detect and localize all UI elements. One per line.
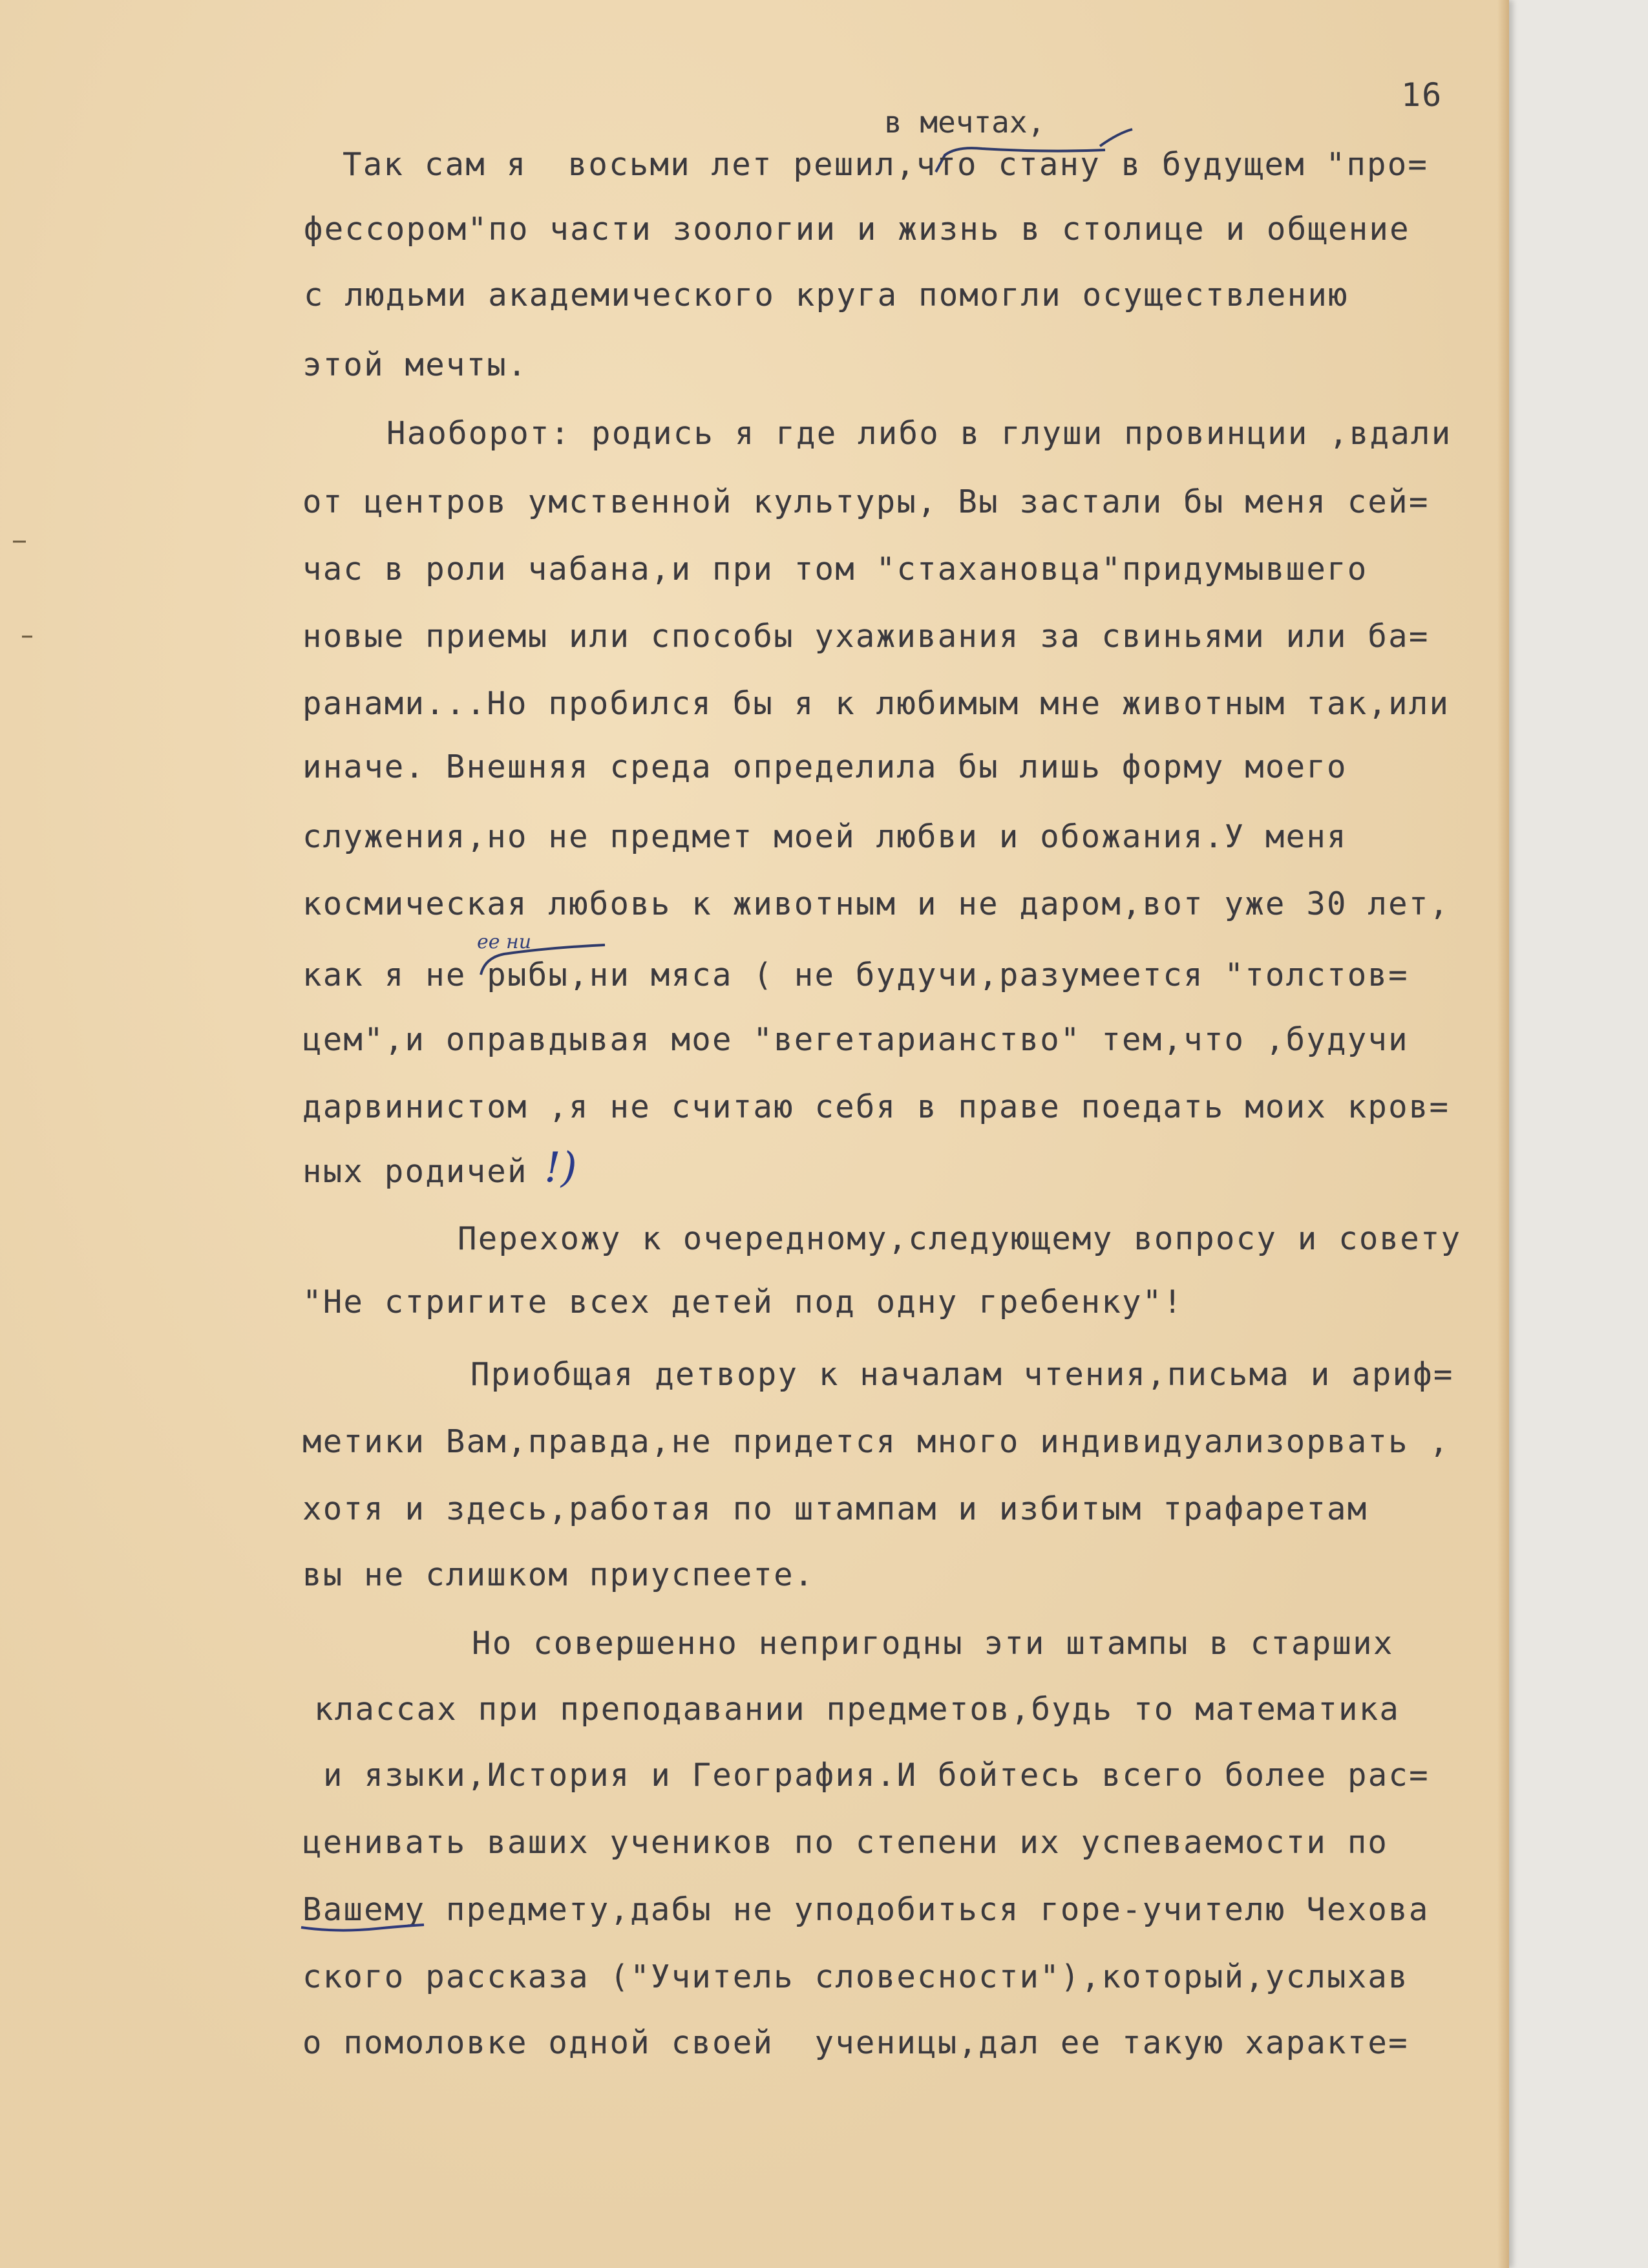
text-line-3: с людьми академического круга помогли осуществлению — [304, 277, 1349, 313]
text-line-22: вы не слишком приуспеете. — [302, 1556, 815, 1593]
text-line-18: "Не стригите всех детей под одну гребенку"! — [302, 1284, 1184, 1320]
handwritten-insertion-v-mechtakh: в мечтах, — [884, 105, 1046, 140]
handwritten-mark: !) — [544, 1144, 577, 1192]
text-line-7: час в роли чабана,и при том "стахановца"придумывшего — [302, 551, 1368, 588]
text-line-4: этой мечты. — [302, 346, 528, 383]
text-line-24: классах при преподавании предметов,будь то математика — [314, 1691, 1400, 1728]
text-line-10: иначе. Внешняя среда определила бы лишь форму моего — [302, 748, 1347, 785]
text-line-6: от центров умственной культуры, Вы застали бы меня сей= — [302, 483, 1430, 520]
text-line-1: Так сам я восьми лет решил,что стану в будущем "про= — [343, 146, 1429, 183]
text-line-20: метики Вам,правда,не придется много индивидуализорвать , — [302, 1423, 1450, 1460]
text-line-17: Перехожу к очередному,следующему вопросу и совету — [458, 1220, 1462, 1257]
text-line-13: как я не рыбы,ни мяса ( не будучи,разумеется "толстов= — [302, 957, 1409, 993]
handwritten-insertion-ee-ni: ее ни — [477, 931, 532, 953]
text-line-11: служения,но не предмет моей любви и обожания.У меня — [302, 818, 1347, 855]
text-line-15: дарвинистом ,я не считаю себя в праве поедать моих кров= — [302, 1088, 1450, 1125]
text-line-12: космическая любовь к животным и не даром,вот уже 30 лет, — [302, 885, 1450, 922]
text-line-9: ранами...Но пробился бы я к любимым мне животным так,или — [302, 685, 1450, 722]
text-line-16: ных родичей — [302, 1153, 528, 1190]
text-line-19: Приобщая детвору к началам чтения,письма и ариф= — [470, 1356, 1454, 1393]
text-line-23: Но совершенно непригодны эти штампы в старших — [472, 1625, 1394, 1662]
text-line-27: Вашему предмету,дабы не уподобиться горе-учителю Чехова — [302, 1891, 1430, 1928]
text-line-21: хотя и здесь,работая по штампам и избитым трафаретам — [302, 1490, 1368, 1527]
text-line-5: Наоборот: родись я где либо в глуши провинции ,вдали — [386, 415, 1452, 452]
text-line-25: и языки,История и География.И бойтесь всего более рас= — [323, 1757, 1430, 1794]
page-number: 16 — [1401, 76, 1443, 114]
text-line-26: ценивать ваших учеников по степени их успеваемости по — [302, 1824, 1389, 1861]
text-line-29: о помоловке одной своей ученицы,дал ее такую характе= — [302, 2024, 1409, 2061]
text-line-14: цем",и оправдывая мое "вегетарианство" тем,что ,будучи — [302, 1021, 1409, 1058]
text-line-2: фессором"по части зоологии и жизнь в столице и общение — [304, 211, 1410, 248]
text-line-28: ского рассказа ("Учитель словесности"),который,услыхав — [302, 1958, 1409, 1995]
text-line-8: новые приемы или способы ухаживания за свиньями или ба= — [302, 618, 1430, 655]
